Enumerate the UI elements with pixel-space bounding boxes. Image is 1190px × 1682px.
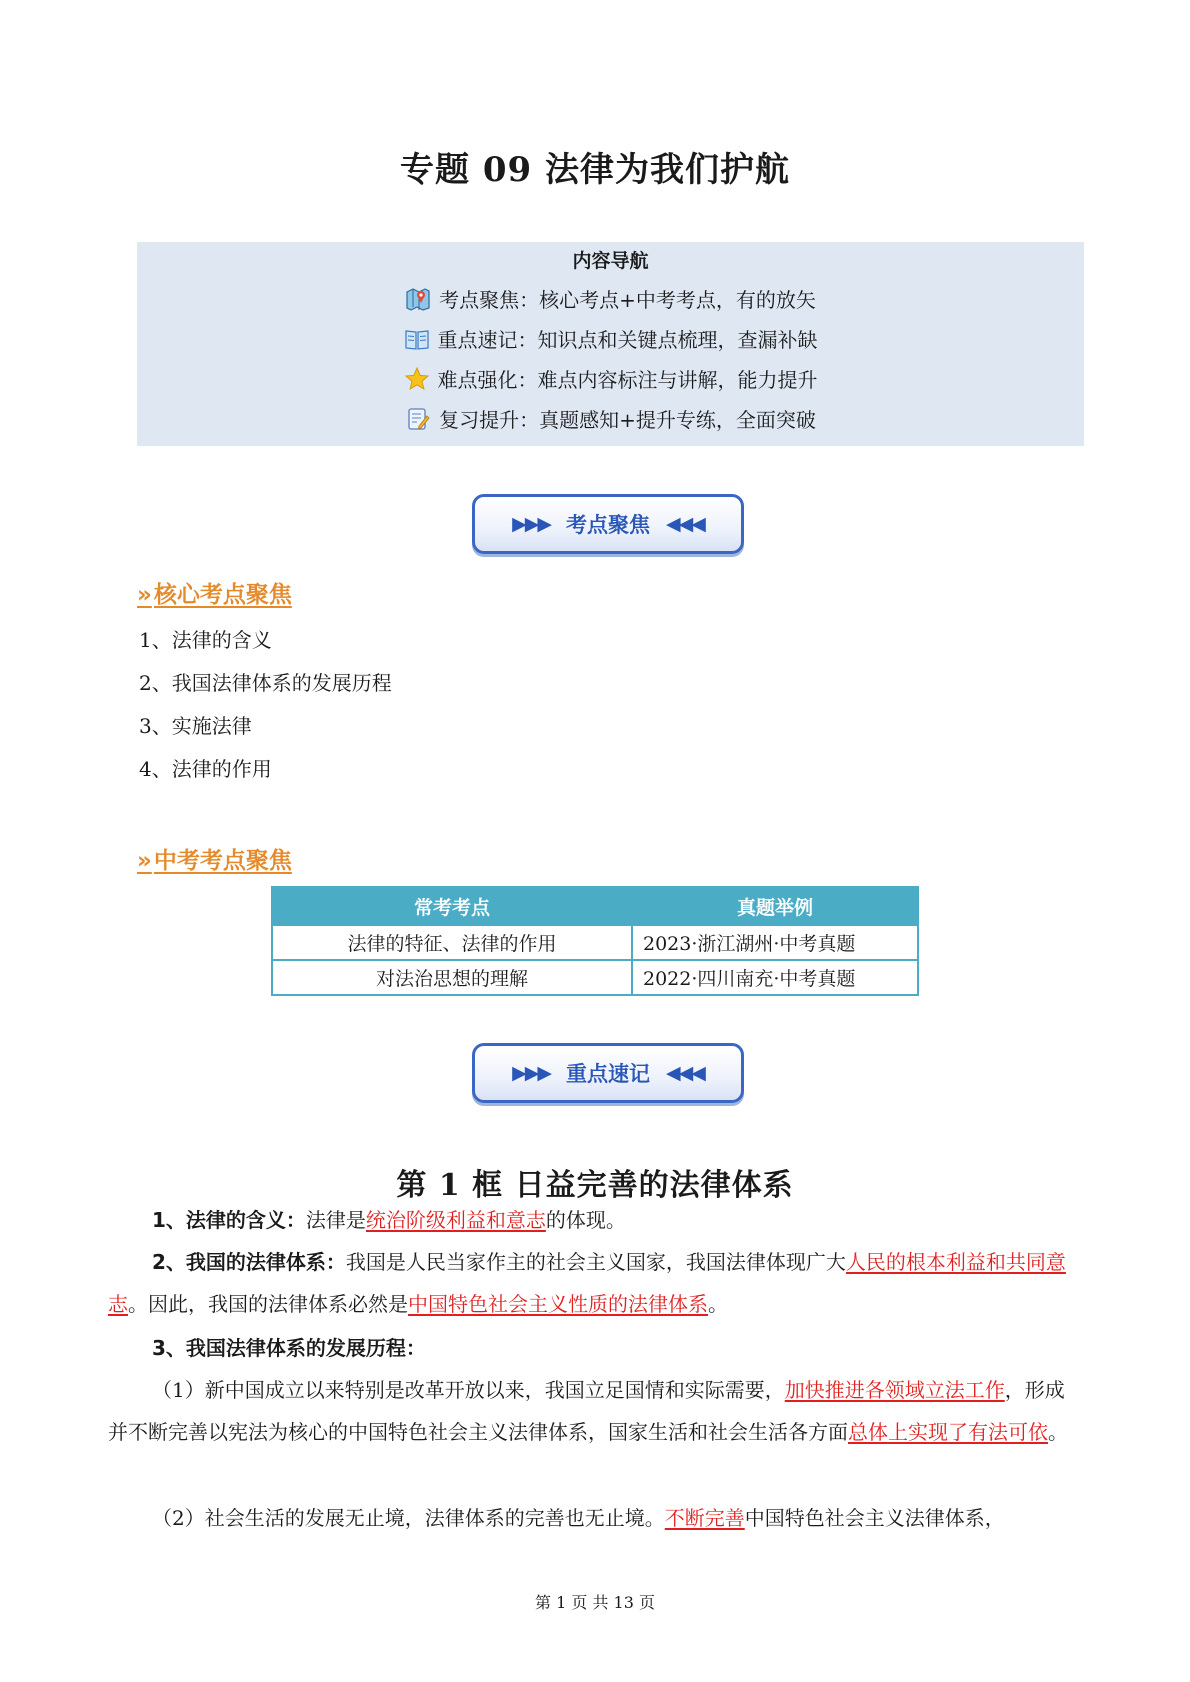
table-cell: 法律的特征、法律的作用 bbox=[272, 925, 632, 960]
nav-item-label: 难点强化：难点内容标注与讲解，能力提升 bbox=[437, 368, 818, 392]
paragraph-text: 中国特色社会主义法律体系， bbox=[744, 1506, 1005, 1530]
highlight-text: 不断完善 bbox=[664, 1506, 745, 1530]
highlight-text: 人民的根本利益和共同意志 bbox=[108, 1250, 1066, 1316]
paragraph-development-1 bbox=[108, 1369, 1084, 1453]
table-cell: 对法治思想的理解 bbox=[272, 960, 632, 995]
paragraph-development-heading bbox=[108, 1327, 1084, 1369]
page-title: 专题 09 法律为我们护航 bbox=[400, 150, 790, 190]
star-icon bbox=[404, 366, 430, 392]
nav-item-label: 重点速记：知识点和关键点梳理，查漏补缺 bbox=[437, 328, 818, 352]
highlight-text: 统治阶级利益和意志 bbox=[365, 1208, 546, 1232]
double-chevron-icon: » bbox=[137, 848, 152, 874]
play-arrows-icon: ▶▶▶ bbox=[512, 513, 550, 535]
table-row bbox=[272, 960, 918, 995]
book-icon bbox=[404, 326, 430, 352]
core-section-heading bbox=[137, 576, 292, 609]
reverse-arrows-icon: ◀◀◀ bbox=[666, 513, 704, 535]
highlight-text: 总体上实现了有法可依 bbox=[848, 1420, 1048, 1444]
nav-item-label: 复习提升：真题感知+提升专练，全面突破 bbox=[439, 408, 816, 432]
paragraph-development-2 bbox=[108, 1497, 1084, 1539]
double-chevron-icon: » bbox=[137, 582, 152, 608]
paragraph-text: 。 bbox=[708, 1292, 728, 1316]
nav-item-difficulty bbox=[137, 364, 1084, 393]
nav-item-label: 考点聚焦：核心考点+中考考点，有的放矢 bbox=[439, 288, 816, 312]
table-row bbox=[272, 925, 918, 960]
paragraph-legal-system bbox=[108, 1241, 1084, 1325]
paragraph-text: （2）社会生活的发展无止境，法律体系的完善也无止境。 bbox=[152, 1506, 665, 1530]
paragraph-label: 2、我国的法律体系： bbox=[152, 1250, 346, 1274]
table-cell: 2022·四川南充·中考真题 bbox=[632, 960, 918, 995]
paragraph-text: 法律是 bbox=[305, 1208, 366, 1232]
notepad-icon bbox=[405, 406, 431, 432]
table-header-row bbox=[272, 887, 918, 925]
map-icon bbox=[405, 286, 431, 312]
banner-focus bbox=[472, 494, 742, 556]
paragraph-text: 的体现。 bbox=[545, 1208, 626, 1232]
banner-notes-label: 重点速记 bbox=[566, 1062, 650, 1086]
zhongkao-heading-text: 中考考点聚焦 bbox=[153, 848, 292, 874]
list-item: 3、实施法律 bbox=[139, 714, 252, 738]
core-heading-text: 核心考点聚焦 bbox=[153, 582, 292, 608]
banner-focus-label: 考点聚焦 bbox=[566, 513, 650, 537]
zhongkao-section-heading bbox=[137, 842, 292, 875]
paragraph-text: 。 bbox=[1048, 1420, 1068, 1444]
paragraph-label: 1、法律的含义： bbox=[152, 1208, 306, 1232]
exam-points-table bbox=[271, 886, 919, 996]
section-title: 第 1 框 日益完善的法律体系 bbox=[396, 1168, 794, 1203]
nav-heading: 内容导航 bbox=[572, 250, 649, 272]
paragraph-text: ，形成并不断完善以宪法为核心的中国特色社会主义法律体系，国家生活和社会生活各方面 bbox=[108, 1378, 1065, 1444]
paragraph-label: 3、我国法律体系的发展历程： bbox=[152, 1336, 426, 1360]
paragraph-law-meaning bbox=[108, 1199, 1084, 1241]
highlight-text: 中国特色社会主义性质的法律体系 bbox=[408, 1292, 708, 1316]
content-navigation-box bbox=[137, 242, 1084, 446]
paragraph-text: 。因此，我国的法律体系必然是 bbox=[128, 1292, 408, 1316]
list-item: 1、法律的含义 bbox=[139, 628, 272, 652]
paragraph-text: （1）新中国成立以来特别是改革开放以来，我国立足国情和实际需要， bbox=[152, 1378, 785, 1402]
list-item: 2、我国法律体系的发展历程 bbox=[139, 671, 392, 695]
banner-notes bbox=[472, 1043, 742, 1105]
page-footer: 第 1 页 共 13 页 bbox=[535, 1593, 655, 1612]
list-item: 4、法律的作用 bbox=[139, 757, 272, 781]
nav-item-review bbox=[137, 404, 1084, 433]
table-header-cell: 真题举例 bbox=[632, 887, 918, 925]
table-cell: 2023·浙江湖州·中考真题 bbox=[632, 925, 918, 960]
reverse-arrows-icon: ◀◀◀ bbox=[666, 1062, 704, 1084]
paragraph-text: 我国是人民当家作主的社会主义国家，我国法律体现广大 bbox=[345, 1250, 846, 1274]
play-arrows-icon: ▶▶▶ bbox=[512, 1062, 550, 1084]
nav-item-focus bbox=[137, 284, 1084, 313]
highlight-text: 加快推进各领域立法工作 bbox=[784, 1378, 1005, 1402]
nav-item-notes bbox=[137, 324, 1084, 353]
table-header-cell: 常考考点 bbox=[272, 887, 632, 925]
